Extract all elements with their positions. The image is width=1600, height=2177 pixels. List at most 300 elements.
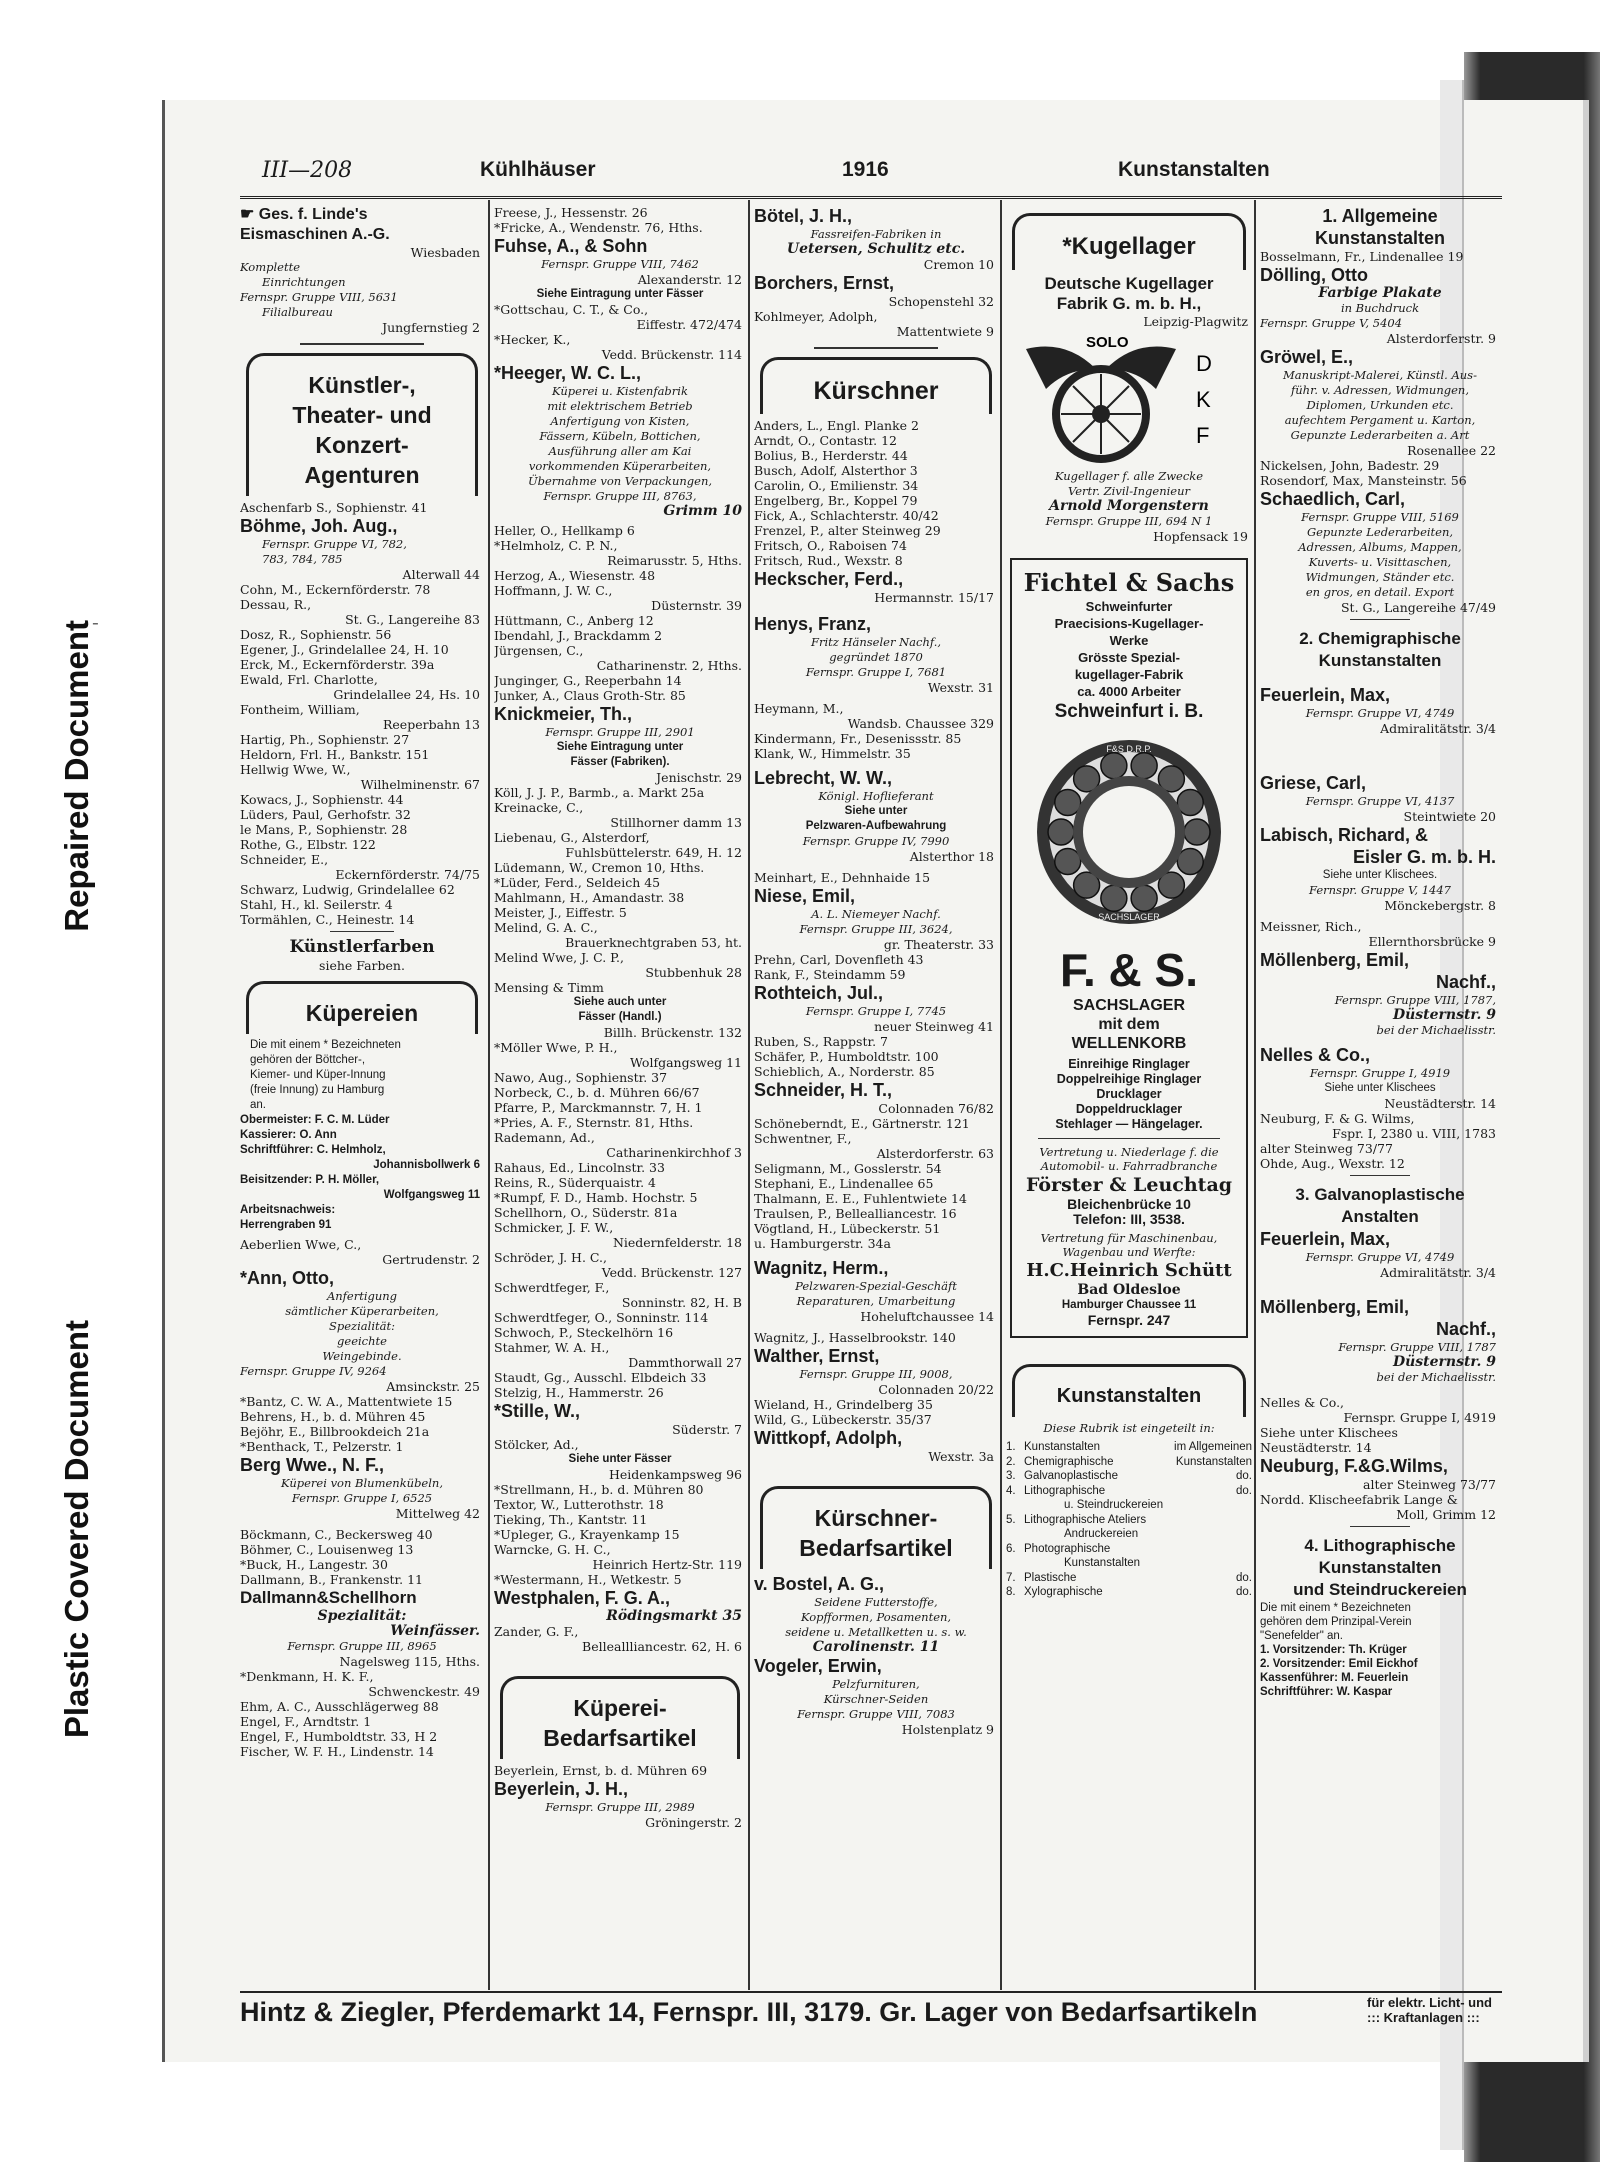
- note-line: gehören der Böttcher-,: [250, 1054, 366, 1066]
- bearing-ball: [1131, 753, 1157, 779]
- entry-desc: Pelzwaren-Spezial-Geschäft: [795, 1279, 957, 1293]
- entry-name: Vogeler, Erwin,: [754, 1656, 882, 1676]
- entry-address: Admiralitätstr. 3/4: [1380, 721, 1496, 736]
- entry-phone: 783, 784, 785: [262, 552, 343, 566]
- desc-line: Spezialität:: [329, 1319, 395, 1333]
- list-item: Fritsch, O., Raboisen 74: [754, 538, 907, 553]
- officer-line: Johannisbollwerk 6: [373, 1159, 480, 1171]
- list-item: Kreinacke, C.,: [494, 800, 584, 815]
- bearing-ball: [1177, 789, 1203, 815]
- list-item: Hellwig Wwe, W.,: [240, 762, 351, 777]
- category-label: Galvanoplastische: [1024, 1470, 1118, 1482]
- list-item: Rank, F., Steindamm 59: [754, 967, 906, 982]
- entry-list: [754, 1034, 998, 1079]
- category-list: [1006, 1440, 1252, 1600]
- desc-line: Ausführung aller am Kai: [548, 444, 692, 458]
- side-label-plastic: Plastic Covered Document: [58, 1320, 95, 1739]
- subsection-title: 2. Chemigraphische: [1299, 629, 1461, 648]
- see-also: Siehe unter Fässer: [568, 1453, 672, 1465]
- entry-address: Amsinckstr. 25: [386, 1379, 480, 1394]
- bearing-ball: [1048, 819, 1074, 845]
- category-number: [1006, 1527, 1024, 1542]
- entry-desc: [754, 1677, 998, 1707]
- dkf-logo: [1006, 329, 1252, 469]
- officer-line: Beisitzender: P. H. Möller,: [240, 1174, 380, 1186]
- entry-desc: Fassreifen-Fabriken in: [810, 227, 942, 241]
- entry-address: Grimm 10: [663, 503, 742, 519]
- category-number: 8.: [1006, 1586, 1016, 1598]
- ad-lines: [1018, 598, 1240, 700]
- entry-list: [494, 785, 746, 980]
- entry-list: [494, 523, 746, 703]
- entry-phone: Fernspr. Gruppe VIII, 7462: [541, 257, 699, 271]
- desc-line: Pelzfurnituren,: [832, 1677, 920, 1691]
- section-title-kuenstlerfarben: Künstlerfarben: [289, 937, 435, 957]
- entry-city: Leipzig-Plagwitz: [1143, 314, 1248, 329]
- entry-phone: Fernspr. Gruppe III, 3624,: [799, 922, 953, 936]
- guild-note: [1260, 1601, 1500, 1643]
- entry-phone: Fernspr. Gruppe I, 4919: [1309, 1066, 1451, 1080]
- desc-line: vorkommenden Küperarbeiten,: [528, 459, 712, 473]
- list-item: Düsternstr. 39: [651, 598, 742, 613]
- section-box-kunstanstalten: [1012, 1364, 1246, 1417]
- ad-big: F. & S.: [1059, 944, 1199, 996]
- entry-list: [754, 1116, 998, 1251]
- entry-phone: Fernspr. Gruppe VIII, 5169: [1301, 510, 1459, 524]
- list-item: Schwoch, P., Steckelhörn 16: [494, 1325, 674, 1340]
- officer-line: Kassenführer: M. Feuerlein: [1260, 1672, 1409, 1684]
- list-item: Rothe, G., Elbstr. 122: [240, 837, 376, 852]
- list-item: Tormählen, C., Heinestr. 14: [240, 912, 415, 927]
- ad-company: H.C.Heinrich Schütt: [1026, 1260, 1232, 1281]
- note-line: Die mit einem * Bezeichneten: [1260, 1602, 1411, 1614]
- list-item: Stubbenhuk 28: [645, 965, 742, 980]
- list-item: Meissner, Rich.,: [1260, 919, 1362, 934]
- list-item: Frenzel, P., alter Steinweg 29: [754, 523, 941, 538]
- subsection-title: Anstalten: [1341, 1207, 1419, 1226]
- ad-lines: [1018, 996, 1240, 1053]
- section-box-kuenstler: [246, 353, 478, 496]
- subsection-title: Kunstanstalten: [1318, 1558, 1442, 1577]
- list-item: Grindelallee 24, Hs. 10: [333, 687, 480, 702]
- section-title-line: Bedarfsartikel: [543, 1725, 697, 1751]
- ad-line: Vertretung u. Niederlage f. die: [1039, 1145, 1219, 1159]
- category-number: 3.: [1006, 1470, 1016, 1482]
- entry-desc: [1260, 525, 1500, 600]
- category-number: 1.: [1006, 1441, 1016, 1453]
- list-item: Stahmer, W. A. H.,: [494, 1340, 610, 1355]
- bearing-ball: [1184, 819, 1210, 845]
- list-item: Fick, A., Schlachterstr. 40/42: [754, 508, 939, 523]
- category-number: [1006, 1498, 1024, 1513]
- list-item: Arndt, O., Contastr. 12: [754, 433, 897, 448]
- entry-desc: Arnold Morgenstern: [1049, 498, 1209, 514]
- ad-address: Bleichenbrücke 10: [1067, 1196, 1191, 1212]
- list-item: Beyerlein, Ernst, b. d. Mühren 69: [494, 1763, 708, 1778]
- list-item: Rademann, Ad.,: [494, 1130, 595, 1145]
- category-row: [1006, 1585, 1252, 1600]
- entry-list: [754, 309, 998, 339]
- winged-wheel-logo: [1006, 329, 1236, 469]
- list-item: Ellernthorsbrücke 9: [1368, 934, 1496, 949]
- list-item: Aeberlien Wwe, C.,: [240, 1237, 362, 1252]
- header-year: 1916: [842, 158, 889, 181]
- entry-phone: Fernspr. Gruppe VIII, 7083: [797, 1707, 955, 1721]
- list-item: Kohlmeyer, Adolph,: [754, 309, 878, 324]
- entry-phone: Fernspr. Gruppe VIII, 1787,: [1334, 993, 1496, 1007]
- entry-list: [1260, 1111, 1500, 1171]
- see-also: Siehe unter Klischees.: [1322, 869, 1438, 881]
- list-item: *Strellmann, H., b. d. Mühren 80: [494, 1482, 704, 1497]
- see-also: siehe Farben.: [319, 958, 405, 973]
- entry-phone: Fernspr. Gruppe III, 8763,: [543, 489, 697, 503]
- ad-line: Doppelreihige Ringlager: [1056, 1072, 1202, 1086]
- note-line: Kiemer- und Küper-Innung: [250, 1069, 386, 1081]
- entry-address: gr. Theaterstr. 33: [883, 937, 994, 952]
- entry-desc: in Buchdruck: [1340, 301, 1420, 315]
- list-item: Hartig, Ph., Sophienstr. 27: [240, 732, 410, 747]
- list-item: Prehn, Carl, Dovenfleth 43: [754, 952, 924, 967]
- list-item: Heinrich Hertz-Str. 119: [592, 1557, 742, 1572]
- entry-address: Holstenplatz 9: [901, 1722, 994, 1737]
- entry-desc: Kugellager f. alle Zwecke: [1054, 469, 1204, 483]
- desc-line: Adressen, Albums, Mappen,: [1298, 540, 1462, 554]
- ring-top-text: F&S D.R.P.: [1106, 744, 1152, 754]
- note-line: gehören dem Prinzipal-Verein: [1260, 1616, 1412, 1628]
- column-3: [754, 205, 998, 1985]
- ad-address: Hamburger Chaussee 11: [1061, 1299, 1197, 1311]
- entry-name: Neuburg, F.&G.Wilms,: [1260, 1456, 1448, 1476]
- column-rule: [1000, 200, 1002, 1990]
- list-item: Gertrudenstr. 2: [382, 1252, 480, 1267]
- list-item: Schneider, E.,: [240, 852, 329, 867]
- ad-phone: Fernspr. 247: [1087, 1312, 1171, 1328]
- list-item: Catharinenstr. 2, Hths.: [596, 658, 742, 673]
- entry-address: Carolinenstr. 11: [812, 1639, 940, 1655]
- list-item: Hüttmann, C., Anberg 12: [494, 613, 654, 628]
- category-label-2: do.: [1236, 1586, 1252, 1598]
- section-title-line: *Kugellager: [1062, 233, 1196, 260]
- list-item: Erck, M., Eckernförderstr. 39a: [240, 657, 435, 672]
- list-item: *Rumpf, F. D., Hamb. Hochstr. 5: [494, 1190, 698, 1205]
- divider: [1038, 1138, 1220, 1139]
- officer-line: 2. Vorsitzender: Emil Eickhof: [1260, 1658, 1418, 1670]
- entry-name: v. Bostel, A. G.,: [754, 1574, 885, 1594]
- entry-phone: Fernspr. Gruppe IV, 9264: [240, 1364, 387, 1378]
- entry-list: [240, 582, 484, 927]
- list-item: *Möller Wwe, P. H.,: [494, 1040, 618, 1055]
- entry-desc: [494, 384, 746, 489]
- entry-address: neuer Steinweg 41: [874, 1019, 994, 1034]
- list-item: Engelberg, Br., Koppel 79: [754, 493, 918, 508]
- entry-address: St. G., Langereihe 47/49: [1340, 600, 1496, 615]
- list-item: Herzog, A., Wiesenstr. 48: [494, 568, 656, 583]
- ad-line: Wagenbau und Werfte:: [1062, 1245, 1196, 1259]
- entry-list: [754, 418, 998, 568]
- entry-desc: Filialbureau: [262, 305, 333, 319]
- list-item: Schwentner, F.,: [754, 1131, 852, 1146]
- entry-address: Düsternstr. 9: [1392, 1007, 1496, 1023]
- entry-list: [754, 952, 998, 982]
- entry-address: Alterwall 44: [402, 567, 480, 582]
- list-item: Sonninstr. 82, H. B: [621, 1295, 742, 1310]
- list-item: Nordd. Klischeefabrik Lange &: [1260, 1492, 1458, 1507]
- list-item: Warncke, G. H. C.,: [494, 1542, 611, 1557]
- list-item: Melind Wwe, J. C. P.,: [494, 950, 624, 965]
- entry-address: bei der Michaelisstr.: [1376, 1023, 1496, 1037]
- officer-line: 1. Vorsitzender: Th. Krüger: [1260, 1644, 1407, 1656]
- list-item: Dallmann, B., Frankenstr. 11: [240, 1572, 423, 1587]
- list-item: Kowacs, J., Sophienstr. 44: [240, 792, 404, 807]
- list-item: Nickelsen, John, Badestr. 29: [1260, 458, 1440, 473]
- list-item: Neustädterstr. 14: [1260, 1440, 1372, 1455]
- list-item: Tieking, Th., Kantstr. 11: [494, 1512, 648, 1527]
- entry-address: Jungfernstieg 2: [382, 320, 480, 335]
- section-title-line: Kürschner-: [814, 1505, 938, 1531]
- divider: [1350, 619, 1410, 620]
- entry-phone: Fernspr. Gruppe VI, 782,: [262, 537, 407, 551]
- ad-line: Doppeldrucklager: [1075, 1102, 1183, 1116]
- list-item: Junginger, G., Reeperbahn 14: [494, 673, 682, 688]
- desc-line: Kürschner-Seiden: [823, 1692, 929, 1706]
- list-item: Pfarre, P., Marckmannstr. 7, H. 1: [494, 1100, 703, 1115]
- list-item: Schieblich, A., Norderstr. 85: [754, 1064, 935, 1079]
- column-4: [1006, 205, 1252, 1985]
- guild-officers: [1260, 1643, 1500, 1699]
- section-box-kuerschner-bedarf: [760, 1486, 992, 1569]
- column-rule: [1254, 200, 1256, 1990]
- guild-note: [240, 1038, 484, 1113]
- list-item: Engel, F., Arndtstr. 1: [240, 1714, 372, 1729]
- list-item: Ohde, Aug., Wexstr. 12: [1260, 1156, 1405, 1171]
- list-item: *Gottschau, C. T., & Co.,: [494, 302, 649, 317]
- entry-desc: Vertr. Zivil-Ingenieur: [1067, 484, 1191, 498]
- list-item: Behrens, H., b. d. Mühren 45: [240, 1409, 426, 1424]
- entry-phone: Fernspr. Gruppe III, 9008,: [799, 1367, 953, 1381]
- officer-line: Wolfgangsweg 11: [383, 1189, 480, 1201]
- entry-address: Alsterdorferstr. 9: [1386, 331, 1496, 346]
- category-number: 5.: [1006, 1513, 1016, 1526]
- list-item: Brauerknechtgraben 53, ht.: [565, 935, 742, 950]
- entry-desc: Diese Rubrik ist eingeteilt in:: [1043, 1421, 1215, 1435]
- category-label: Andruckereien: [1064, 1528, 1139, 1540]
- entry-address: Cremon 10: [923, 257, 994, 272]
- bearing-ball: [1177, 849, 1203, 875]
- entry-address: Colonnaden 76/82: [878, 1101, 994, 1116]
- entry-address: Hoheluftchaussee 14: [860, 1309, 994, 1324]
- entry-phone: Fernspr. Gruppe V, 1447: [1308, 883, 1451, 897]
- entry-name: Böhme, Joh. Aug.,: [240, 516, 398, 536]
- column-rule: [488, 200, 490, 1990]
- list-item: Schmicker, J. F. W.,: [494, 1220, 614, 1235]
- list-item: Bolius, B., Herderstr. 44: [754, 448, 908, 463]
- list-item: Lüders, Paul, Gerhofstr. 32: [240, 807, 411, 822]
- ad-line: SACHSLAGER: [1072, 997, 1185, 1014]
- list-item: Meister, J., Eiffestr. 5: [494, 905, 627, 920]
- entry-address: Düsternstr. 9: [1392, 1354, 1496, 1370]
- list-item: Eiffestr. 472/474: [636, 317, 742, 332]
- subsection-title: 3. Galvanoplastische: [1295, 1185, 1465, 1204]
- subsection-title: 1. Allgemeine: [1322, 206, 1438, 226]
- subsection-title: Kunstanstalten: [1318, 651, 1442, 670]
- category-label-2: do.: [1236, 1484, 1252, 1497]
- entry-address: Neustädterstr. 14: [1384, 1096, 1496, 1111]
- entry-address: Steintwiete 20: [1403, 809, 1496, 824]
- section-title-line: Agenturen: [304, 462, 420, 488]
- ad-line: kugellager-Fabrik: [1074, 667, 1184, 682]
- list-item: Lüdemann, W., Cremon 10, Hths.: [494, 860, 705, 875]
- entry-name: Wagnitz, Herm.,: [754, 1258, 889, 1278]
- section-title-line: Kunstanstalten: [1056, 1385, 1202, 1407]
- category-label: Plastische: [1024, 1571, 1077, 1584]
- ad-city: Bad Oldesloe: [1077, 1282, 1181, 1298]
- list-item: Wandsb. Chaussee 329: [847, 716, 994, 731]
- solo-text: SOLO: [1086, 334, 1129, 351]
- list-item: Ehm, A. C., Ausschlägerweg 88: [240, 1699, 439, 1714]
- divider: [814, 347, 938, 349]
- section-title-line: Konzert-: [315, 432, 409, 458]
- category-label: Xylographische: [1024, 1586, 1103, 1598]
- entry-phone: Fernspr. Gruppe III, 8965: [287, 1639, 437, 1653]
- list-item: Reeperbahn 13: [382, 717, 480, 732]
- entry-phone: Fernspr. Gruppe III, 2901: [545, 725, 695, 739]
- list-item: Stahl, H., kl. Seilerstr. 4: [240, 897, 393, 912]
- entry-desc: Weinfässer.: [390, 1623, 480, 1639]
- desc-line: sämtlicher Küperarbeiten,: [285, 1304, 439, 1318]
- list-item: Schäfer, P., Humboldtstr. 100: [754, 1049, 939, 1064]
- list-item: Dosz, R., Sophienstr. 56: [240, 627, 392, 642]
- entry-list: [754, 701, 998, 761]
- list-item: Egener, J., Grindelallee 24, H. 10: [240, 642, 449, 657]
- category-row: [1006, 1542, 1252, 1557]
- officer-line: Obermeister: F. C. M. Lüder: [240, 1114, 390, 1126]
- category-row: [1006, 1469, 1252, 1484]
- desc-line: en gros, en detail. Export: [1305, 585, 1455, 599]
- entry-name: Stölcker, Ad.,: [494, 1437, 579, 1452]
- column-5: [1260, 205, 1500, 1985]
- list-item: *Upleger, G., Krayenkamp 15: [494, 1527, 680, 1542]
- dkf-letter: D: [1196, 351, 1212, 376]
- list-item: Nelles & Co.,: [1260, 1395, 1345, 1410]
- entry-name: Westphalen, F. G. A.,: [494, 1588, 671, 1608]
- entry-list: [1260, 1395, 1500, 1455]
- footer-side-line: für elektr. Licht- und: [1367, 1995, 1492, 2010]
- entry-phone: Fernspr. Gruppe VIII, 1787: [1338, 1340, 1496, 1354]
- entry-address: Colonnaden 20/22: [878, 1382, 994, 1397]
- ad-line: Werke: [1109, 633, 1149, 648]
- category-label: Lithographische: [1024, 1484, 1106, 1497]
- category-label-2: do.: [1236, 1470, 1252, 1482]
- side-dash: -: [92, 610, 99, 634]
- category-label: Chemigraphische: [1024, 1455, 1114, 1468]
- list-item: Siehe unter Klischees: [1260, 1425, 1398, 1440]
- entry-name: ☛ Ges. f. Linde's: [240, 206, 368, 223]
- list-item: Klank, W., Himmelstr. 35: [754, 746, 911, 761]
- entry-name: Dölling, Otto: [1260, 265, 1368, 285]
- ad-lines: [1018, 1231, 1240, 1259]
- entry-address: alter Steinweg 73/77: [1363, 1477, 1496, 1492]
- entry-address: Heidenkampsweg 96: [608, 1467, 742, 1482]
- category-label-2: do.: [1236, 1571, 1252, 1584]
- ad-title: Fichtel & Sachs: [1023, 568, 1235, 597]
- list-item: Kindermann, Fr., Desenissstr. 85: [754, 731, 962, 746]
- section-title-line: Kürschner: [813, 377, 939, 405]
- bearing-ball: [1055, 789, 1081, 815]
- list-item: Neuburg, F. & G. Wilms,: [1260, 1111, 1415, 1126]
- entry-list: [494, 1482, 746, 1587]
- list-item: Melind, G. A. C.,: [494, 920, 598, 935]
- entry-list: [494, 1040, 746, 1400]
- see-also: Siehe Eintragung unter Fässer: [536, 288, 704, 300]
- list-item: Staudt, Gg., Ausschl. Elbdeich 33: [494, 1370, 707, 1385]
- subsection-title: 4. Lithographische: [1304, 1536, 1456, 1555]
- ad-line: Grösste Spezial-: [1078, 650, 1180, 665]
- desc-line: Manuskript-Malerei, Künstl. Aus-: [1283, 368, 1477, 382]
- list-item: *Lüder, Ferd., Seldeich 45: [494, 875, 661, 890]
- list-item: Norbeck, C., b. d. Mühren 66/67: [494, 1085, 700, 1100]
- entry-name: Deutsche Kugellager: [1044, 274, 1214, 293]
- list-item: Rahaus, Ed., Lincolnstr. 33: [494, 1160, 665, 1175]
- list-item: Heymann, M.,: [754, 701, 844, 716]
- entry-desc: Königl. Hoflieferant: [818, 789, 934, 803]
- list-item: Schwerdtfeger, O., Sonninstr. 114: [494, 1310, 709, 1325]
- entry-name: Schneider, H. T.,: [754, 1080, 893, 1100]
- desc-line: Fässern, Kübeln, Bottichen,: [539, 429, 701, 443]
- desc-line: Diplomen, Urkunden etc.: [1306, 398, 1454, 412]
- list-item: Rosendorf, Max, Mansteinstr. 56: [1260, 473, 1467, 488]
- list-item: Zander, G. F.,: [494, 1624, 579, 1639]
- note-line: an.: [250, 1099, 266, 1111]
- note-line: Die mit einem * Bezeichneten: [250, 1039, 401, 1051]
- list-item: Böckmann, C., Beckersweg 40: [240, 1527, 433, 1542]
- entry-list: [494, 302, 746, 362]
- subsection-title: und Steindruckereien: [1293, 1580, 1467, 1599]
- entry-name: Beyerlein, J. H.,: [494, 1779, 629, 1799]
- list-item: Vögtland, H., Lübeckerstr. 51: [754, 1221, 941, 1236]
- entry-name: Möllenberg, Emil,: [1260, 950, 1410, 970]
- entry-name: Gröwel, E.,: [1260, 347, 1354, 367]
- list-item: Moll, Grimm 12: [1396, 1507, 1496, 1522]
- dkf-letter: K: [1196, 387, 1211, 412]
- list-item: Schröder, J. H. C.,: [494, 1250, 607, 1265]
- desc-line: mit elektrischem Betrieb: [547, 399, 693, 413]
- entry-address: Rosenallee 22: [1407, 443, 1496, 458]
- side-label-repaired: Repaired Document: [58, 620, 95, 932]
- category-label-2: Kunstanstalten: [1175, 1455, 1252, 1468]
- desc-line: Seidene Futterstoffe,: [814, 1595, 938, 1609]
- list-item: Böhmer, C., Louisenweg 13: [240, 1542, 414, 1557]
- list-item: Dessau, R.,: [240, 597, 312, 612]
- list-item: Fischer, W. F. H., Lindenstr. 14: [240, 1744, 434, 1759]
- entry-name: Nachf.,: [1435, 972, 1496, 992]
- section-box-kugellager: [1012, 213, 1246, 270]
- list-item: Seligmann, M., Gosslerstr. 54: [754, 1161, 942, 1176]
- entry-phone: Fernspr. Gruppe VI, 4749: [1305, 706, 1455, 720]
- footer-advert: [240, 1991, 1502, 2025]
- entry-address: Mönckebergstr. 8: [1384, 898, 1496, 913]
- entry-address: Süderstr. 7: [672, 1422, 742, 1437]
- ad-line: ca. 4000 Arbeiter: [1077, 684, 1181, 699]
- list-item: Fernspr. Gruppe I, 4919: [1343, 1410, 1496, 1425]
- list-item: Traulsen, P., Bellealliancestr. 16: [754, 1206, 957, 1221]
- desc-line: aufechtem Pergament u. Karton,: [1284, 413, 1476, 427]
- note-line: "Senefelder" an.: [1260, 1630, 1343, 1642]
- entry-address: Gröningerstr. 2: [645, 1815, 742, 1830]
- desc-line: Gepunzte Lederarbeiten,: [1306, 525, 1454, 539]
- entry-desc: Einrichtungen: [262, 275, 346, 289]
- entry-address: Hopfensack 19: [1153, 529, 1248, 544]
- entry-name: Griese, Carl,: [1260, 773, 1367, 793]
